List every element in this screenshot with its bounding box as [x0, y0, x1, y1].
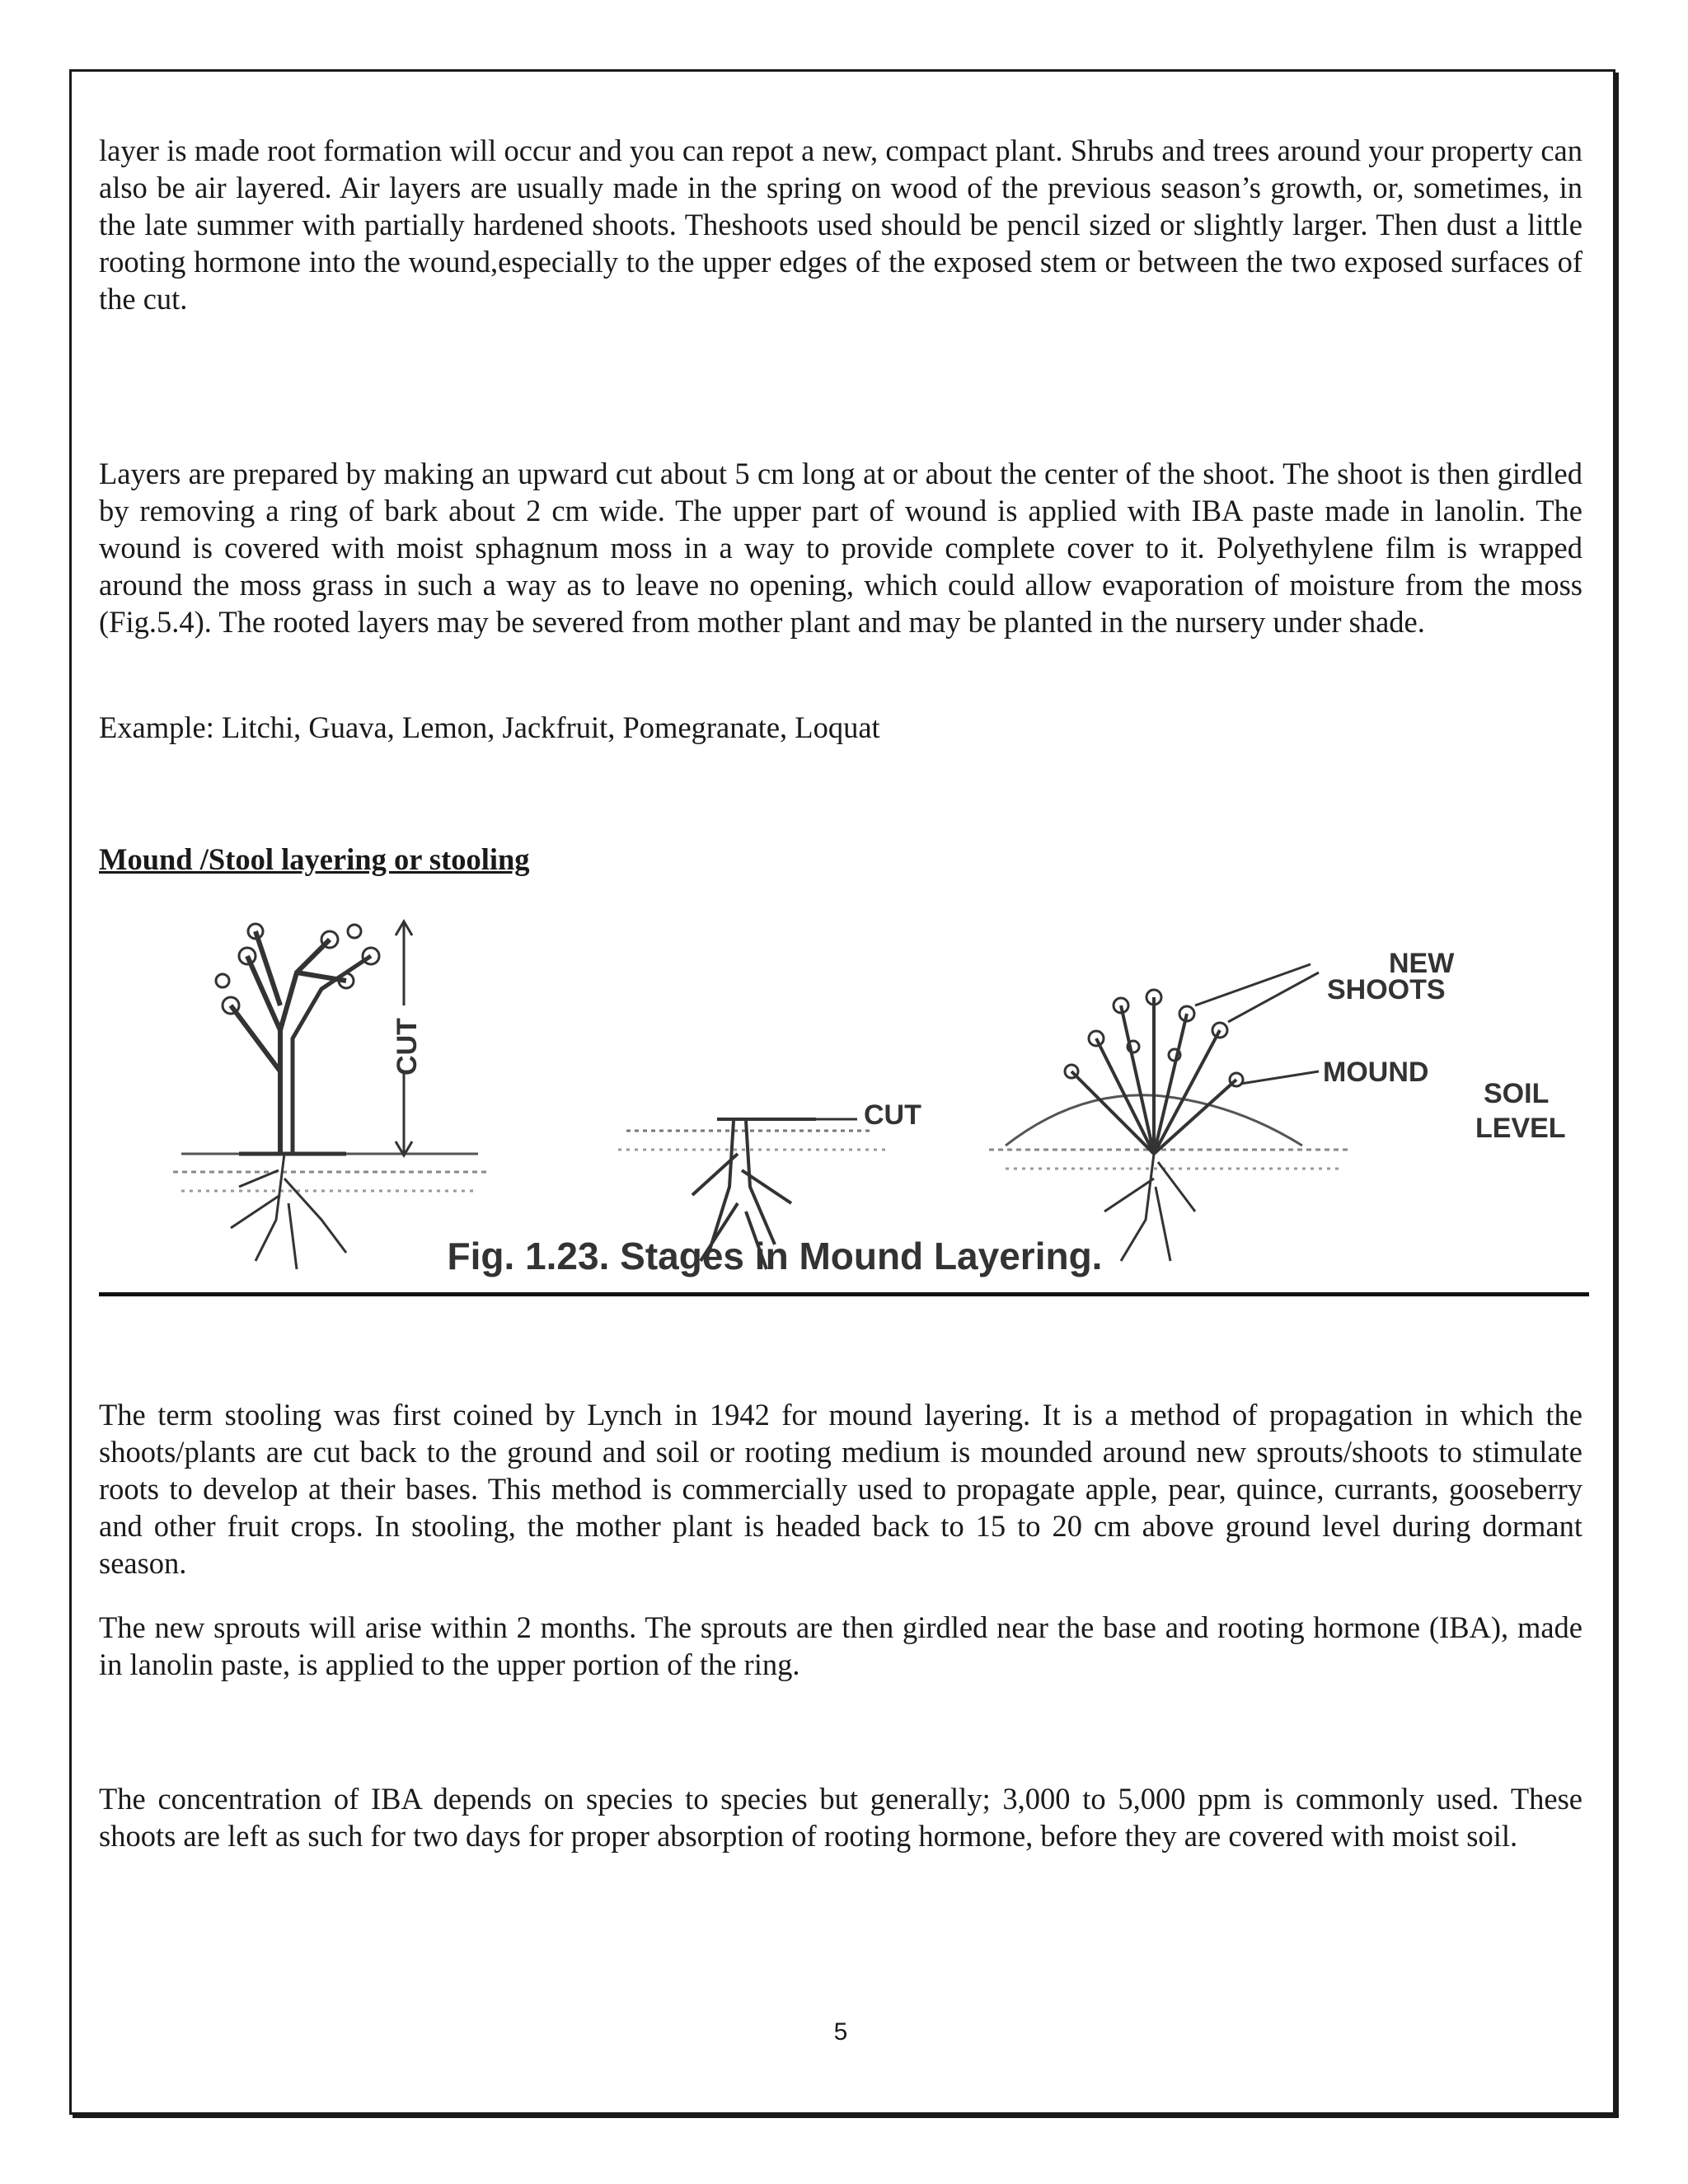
stage-one-plant — [173, 921, 486, 1269]
paragraph-iba-concentration: The concentration of IBA depends on species to species but generally; 3,000 to 5,000 ppm is commonly used. These shoots are left as such for two days for proper absorption of rooting hormone, before they are covered with moist soil. — [99, 1782, 1582, 1853]
new-label: NEW — [1389, 948, 1455, 979]
paragraph-air-layering-intro: layer is made root formation will occur and you can repot a new, compact plant. Shrubs and trees around your property can also be air layered. Air layers are usually made in the spring on wood of the previous season’s growth, or, sometimes, in the late summer with partially hardened shoots. Theshoots used should be pencil sized or slightly larger. Then dust a little rooting hormone into the wound,especially to the upper edges of the exposed stem or between the two exposed surfaces of the cut. — [99, 134, 1582, 316]
level-label: LEVEL — [1475, 1113, 1566, 1144]
shoots-label: SHOOTS — [1327, 974, 1446, 1005]
section-heading: Mound /Stool layering or stooling — [99, 842, 530, 876]
figure-caption: Fig. 1.23. Stages in Mound Layering. — [447, 1235, 1103, 1277]
soil-label: SOIL — [1484, 1078, 1550, 1109]
mound-layering-illustration — [132, 907, 1582, 1286]
cut-label: CUT — [864, 1099, 921, 1131]
paragraph-stooling-definition: The term stooling was first coined by Lynch in 1942 for mound layering. It is a method of propagation in which the shoots/plants are cut back to the ground and soil or rooting medium is mounded around new sprouts/shoots to stimulate roots to develop at their bases. This method is commercially used to propagate apple, pear, quince, currants, gooseberry and other fruit crops. In stooling, the mother plant is headed back to 15 to 20 cm above ground level during dormant season. — [99, 1398, 1582, 1580]
paragraph-layer-preparation: Layers are prepared by making an upward cut about 5 cm long at or about the center of the shoot. The shoot is then girdled by removing a ring of bark about 2 cm wide. The upper part of wound is applied with IBA paste made in lanolin. The wound is covered with moist sphagnum moss in a way to provide complete cover to it. Polyethylene film is wrapped around the moss grass in such a way as to leave no opening, which could allow evaporation of moisture from the moss (Fig.5.4). The rooted layers may be severed from mother plant and may be planted in the nursery under shade. — [99, 457, 1582, 639]
cut-height-label: CUT — [392, 1018, 423, 1076]
page-number: 5 — [833, 2018, 848, 2046]
stage-three-mound — [989, 964, 1352, 1261]
paragraph-new-sprouts: The new sprouts will arise within 2 months. The sprouts are then girdled near the base and rooting hormone (IBA), made in lanolin paste, is applied to the upper portion of the ring. — [99, 1610, 1582, 1681]
mound-layering-figure — [132, 907, 1582, 1286]
mound-label: MOUND — [1323, 1057, 1429, 1088]
horizontal-rule — [99, 1292, 1589, 1296]
paragraph-examples: Example: Litchi, Guava, Lemon, Jackfruit, Pomegranate, Loquat — [99, 710, 880, 744]
